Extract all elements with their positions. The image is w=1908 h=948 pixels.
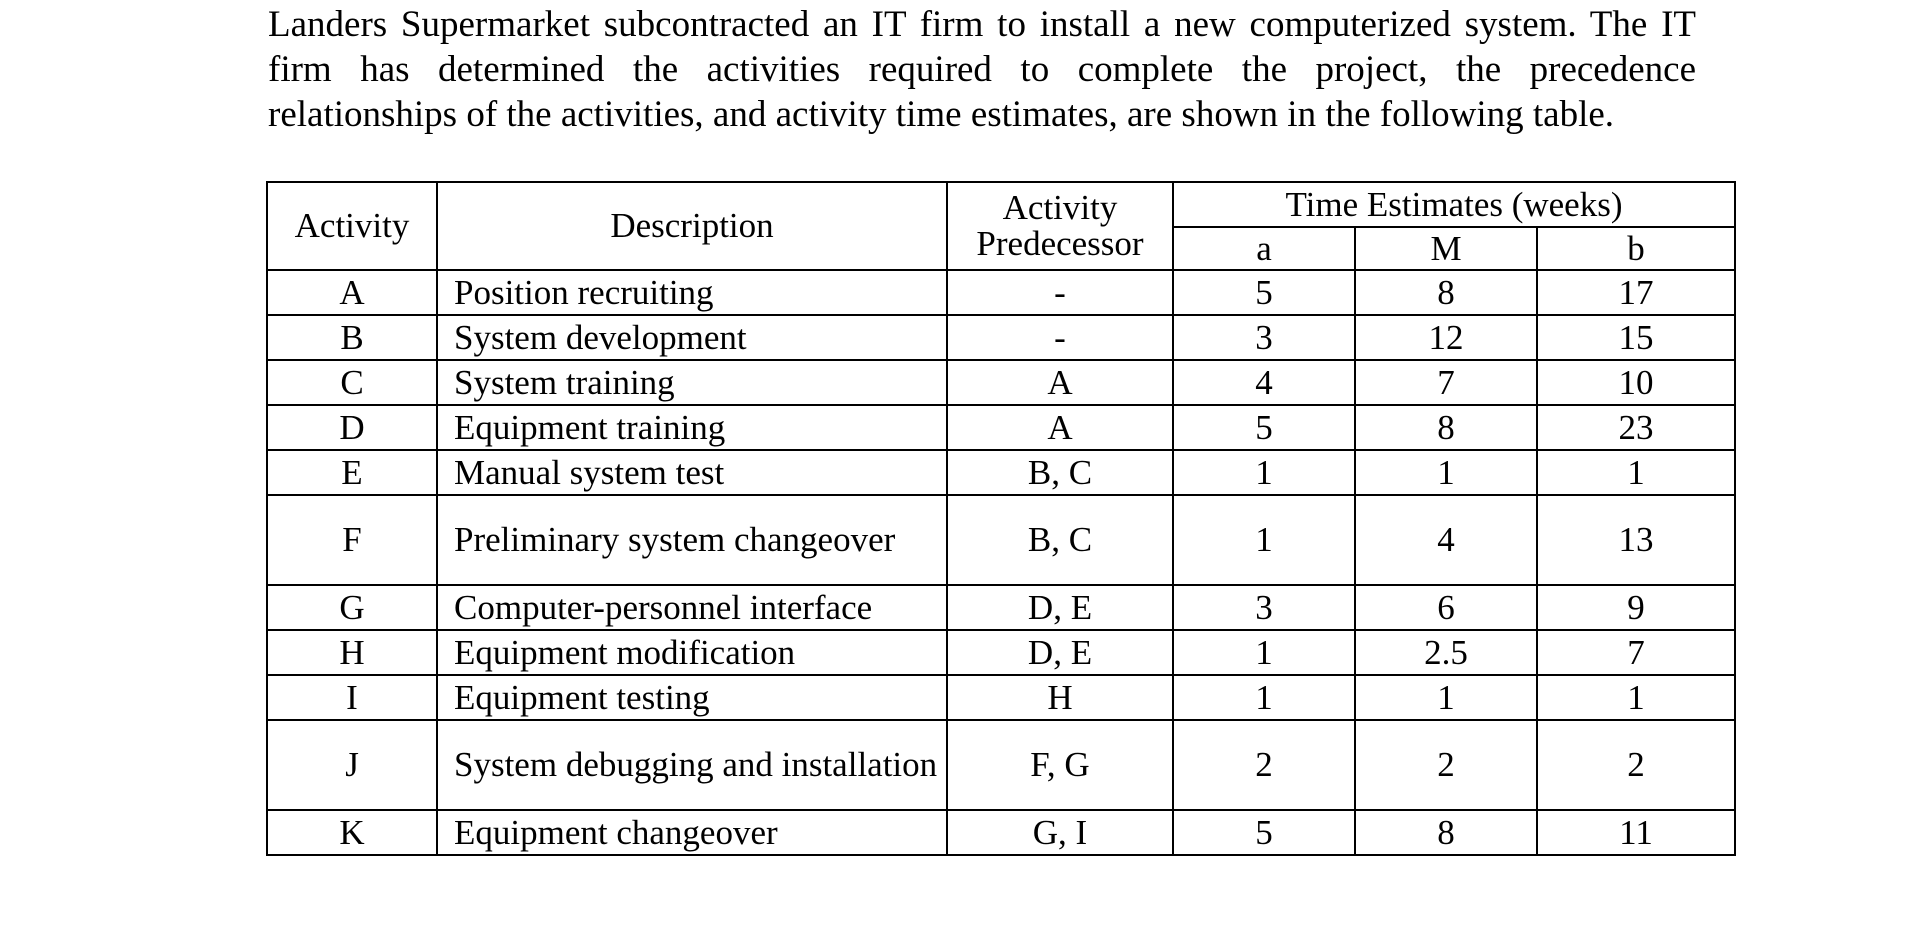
cell-activity: C — [267, 360, 437, 405]
cell-activity: F — [267, 495, 437, 585]
cell-b: 1 — [1537, 675, 1735, 720]
cell-m: 1 — [1355, 675, 1537, 720]
cell-predecessor: G, I — [947, 810, 1173, 855]
header-m: M — [1355, 227, 1537, 270]
cell-predecessor: H — [947, 675, 1173, 720]
cell-a: 1 — [1173, 495, 1355, 585]
header-a: a — [1173, 227, 1355, 270]
cell-description: System training — [437, 360, 947, 405]
table-row — [267, 585, 1735, 630]
cell-activity: D — [267, 405, 437, 450]
cell-m: 4 — [1355, 495, 1537, 585]
cell-m: 8 — [1355, 405, 1537, 450]
cell-description: System development — [437, 315, 947, 360]
header-predecessor — [947, 182, 1173, 270]
cell-a: 4 — [1173, 360, 1355, 405]
cell-predecessor: B, C — [947, 450, 1173, 495]
cell-b: 11 — [1537, 810, 1735, 855]
table-row — [267, 720, 1735, 810]
cell-a: 3 — [1173, 315, 1355, 360]
cell-m: 2 — [1355, 720, 1537, 810]
cell-predecessor: - — [947, 270, 1173, 315]
cell-b: 1 — [1537, 450, 1735, 495]
cell-a: 5 — [1173, 270, 1355, 315]
cell-predecessor: A — [947, 360, 1173, 405]
cell-activity: H — [267, 630, 437, 675]
cell-a: 1 — [1173, 450, 1355, 495]
cell-a: 1 — [1173, 630, 1355, 675]
intro-paragraph — [268, 2, 1696, 137]
cell-b: 23 — [1537, 405, 1735, 450]
cell-description: System debugging and installation — [437, 720, 947, 810]
intro-line: relationships of the activities, and activity time estimates, are shown in the following table. — [268, 94, 1615, 135]
cell-b: 17 — [1537, 270, 1735, 315]
table-row — [267, 360, 1735, 405]
cell-description: Preliminary system changeover — [437, 495, 947, 585]
cell-description: Computer-personnel interface — [437, 585, 947, 630]
table-row — [267, 810, 1735, 855]
cell-predecessor: D, E — [947, 585, 1173, 630]
header-predecessor-line2: Predecessor — [976, 224, 1144, 263]
cell-activity: B — [267, 315, 437, 360]
table-row — [267, 315, 1735, 360]
cell-activity: A — [267, 270, 437, 315]
header-time-estimates: Time Estimates (weeks) — [1173, 182, 1735, 227]
cell-a: 5 — [1173, 405, 1355, 450]
cell-activity: K — [267, 810, 437, 855]
cell-a: 1 — [1173, 675, 1355, 720]
cell-m: 8 — [1355, 270, 1537, 315]
intro-line: Landers Supermarket subcontracted an IT firm to install a new computerized system. The IT — [268, 4, 1696, 45]
table-row — [267, 270, 1735, 315]
cell-activity: G — [267, 585, 437, 630]
cell-b: 9 — [1537, 585, 1735, 630]
cell-description: Equipment training — [437, 405, 947, 450]
intro-line: firm has determined the activities required to complete the project, the precedence — [268, 49, 1696, 90]
cell-b: 2 — [1537, 720, 1735, 810]
activity-table — [266, 181, 1736, 856]
table-row — [267, 675, 1735, 720]
cell-predecessor: D, E — [947, 630, 1173, 675]
cell-description: Position recruiting — [437, 270, 947, 315]
cell-m: 7 — [1355, 360, 1537, 405]
cell-activity: E — [267, 450, 437, 495]
cell-b: 10 — [1537, 360, 1735, 405]
cell-m: 12 — [1355, 315, 1537, 360]
header-description: Description — [437, 182, 947, 270]
table-row — [267, 405, 1735, 450]
cell-description: Equipment changeover — [437, 810, 947, 855]
table-row — [267, 450, 1735, 495]
cell-b: 7 — [1537, 630, 1735, 675]
cell-activity: J — [267, 720, 437, 810]
header-predecessor-line1: Activity — [1002, 188, 1118, 227]
cell-b: 13 — [1537, 495, 1735, 585]
cell-predecessor: - — [947, 315, 1173, 360]
cell-predecessor: A — [947, 405, 1173, 450]
cell-activity: I — [267, 675, 437, 720]
cell-a: 2 — [1173, 720, 1355, 810]
header-activity: Activity — [267, 182, 437, 270]
table-row — [267, 630, 1735, 675]
header-b: b — [1537, 227, 1735, 270]
cell-m: 1 — [1355, 450, 1537, 495]
cell-m: 2.5 — [1355, 630, 1537, 675]
cell-predecessor: F, G — [947, 720, 1173, 810]
cell-m: 6 — [1355, 585, 1537, 630]
cell-description: Manual system test — [437, 450, 947, 495]
cell-m: 8 — [1355, 810, 1537, 855]
cell-description: Equipment testing — [437, 675, 947, 720]
cell-a: 3 — [1173, 585, 1355, 630]
cell-a: 5 — [1173, 810, 1355, 855]
cell-description: Equipment modification — [437, 630, 947, 675]
table-row — [267, 495, 1735, 585]
cell-b: 15 — [1537, 315, 1735, 360]
cell-predecessor: B, C — [947, 495, 1173, 585]
